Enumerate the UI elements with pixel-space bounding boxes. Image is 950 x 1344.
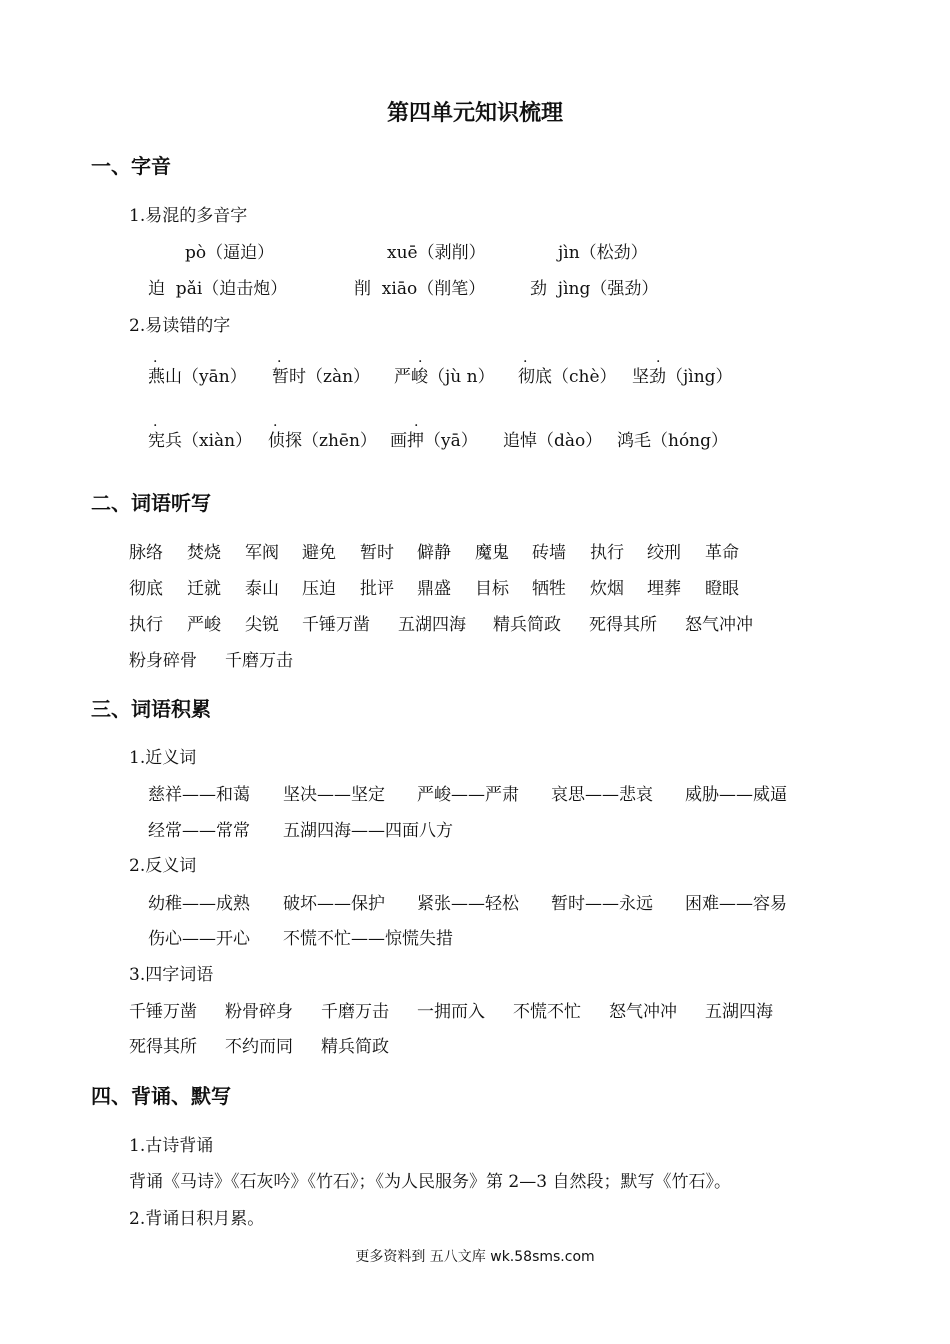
synonym-pair: 哀思——悲哀 bbox=[551, 785, 653, 805]
antonym-pair: 破坏——保护 bbox=[283, 894, 385, 914]
idiom-item: 死得其所 bbox=[129, 1037, 197, 1057]
synonym-pair: 慈祥——和蔼 bbox=[148, 785, 250, 805]
misread-item: 彻底（chè） bbox=[518, 367, 617, 387]
word-item: 严峻 bbox=[187, 615, 221, 635]
subheading-daily: 2.背诵日积月累。 bbox=[129, 1209, 265, 1229]
word-item: 迁就 bbox=[187, 579, 221, 599]
emphasis-dot: . bbox=[656, 350, 661, 366]
word-item: 埋葬 bbox=[647, 579, 681, 599]
idiom-item: 粉骨碎身 bbox=[225, 1002, 293, 1022]
subheading-synonyms: 1.近义词 bbox=[129, 748, 197, 768]
antonym-pair: 紧张——轻松 bbox=[417, 894, 519, 914]
misread-item: 宪兵（xiàn） bbox=[148, 431, 253, 451]
word-item: 五湖四海 bbox=[398, 615, 466, 635]
idiom-item: 不约而同 bbox=[225, 1037, 293, 1057]
antonym-pair: 幼稚——成熟 bbox=[148, 894, 250, 914]
synonym-pair: 经常——常常 bbox=[148, 821, 250, 841]
word-item: 泰山 bbox=[245, 579, 279, 599]
antonym-pair: 暂时——永远 bbox=[551, 894, 653, 914]
word-item: 僻静 bbox=[417, 543, 451, 563]
word-item: 魔鬼 bbox=[475, 543, 509, 563]
synonym-pair: 坚决——坚定 bbox=[283, 785, 385, 805]
polyphonic-item: pò（逼迫） bbox=[185, 243, 275, 263]
misread-item: 追悼（dào） bbox=[503, 431, 603, 451]
subheading-four-char: 3.四字词语 bbox=[129, 965, 214, 985]
polyphonic-item: jìn（松劲） bbox=[558, 243, 648, 263]
polyphonic-item: 削 xiāo（削笔） bbox=[354, 279, 486, 299]
word-item: 执行 bbox=[590, 543, 624, 563]
antonym-pair: 不慌不忙——惊慌失措 bbox=[283, 929, 453, 949]
idiom-item: 千磨万击 bbox=[321, 1002, 389, 1022]
idiom-item: 一拥而入 bbox=[417, 1002, 485, 1022]
subheading-poems: 1.古诗背诵 bbox=[129, 1136, 214, 1156]
misread-item: 画押（yā） bbox=[390, 431, 478, 451]
word-item: 压迫 bbox=[302, 579, 336, 599]
subheading-polyphonic: 1.易混的多音字 bbox=[129, 206, 248, 226]
word-item: 牺牲 bbox=[532, 579, 566, 599]
word-item: 避免 bbox=[302, 543, 336, 563]
emphasis-dot: . bbox=[273, 414, 278, 430]
synonym-pair: 威胁——威逼 bbox=[685, 785, 787, 805]
word-item: 革命 bbox=[705, 543, 739, 563]
word-item: 绞刑 bbox=[647, 543, 681, 563]
word-item: 炊烟 bbox=[590, 579, 624, 599]
idiom-item: 怒气冲冲 bbox=[609, 1002, 677, 1022]
word-item: 千磨万击 bbox=[225, 651, 293, 671]
footer-source: 更多资料到 五八文库 wk.58sms.com bbox=[355, 1249, 595, 1265]
recitation-text: 背诵《马诗》《石灰吟》《竹石》；《为人民服务》第 2—3 自然段；默写《竹石》。 bbox=[129, 1172, 731, 1192]
word-item: 执行 bbox=[129, 615, 163, 635]
misread-item: 暂时（zàn） bbox=[272, 367, 371, 387]
polyphonic-item: 劲 jìng（强劲） bbox=[530, 279, 659, 299]
polyphonic-item: xuē（剥削） bbox=[387, 243, 486, 263]
misread-item: 侦探（zhēn） bbox=[268, 431, 377, 451]
word-item: 脉络 bbox=[129, 543, 163, 563]
word-item: 死得其所 bbox=[589, 615, 657, 635]
word-item: 怒气冲冲 bbox=[685, 615, 753, 635]
antonym-pair: 伤心——开心 bbox=[148, 929, 250, 949]
subheading-antonyms: 2.反义词 bbox=[129, 856, 197, 876]
misread-row-1 bbox=[0, 350, 950, 387]
idiom-item: 精兵简政 bbox=[321, 1037, 389, 1057]
subheading-misread: 2.易读错的字 bbox=[129, 316, 231, 336]
word-item: 鼎盛 bbox=[417, 579, 451, 599]
emphasis-dot: . bbox=[277, 350, 282, 366]
antonym-pair: 困难——容易 bbox=[685, 894, 787, 914]
word-item: 精兵简政 bbox=[493, 615, 561, 635]
misread-row-2 bbox=[0, 414, 950, 451]
section-heading-pronunciation: 一、字音 bbox=[91, 154, 171, 178]
section-heading-accumulation: 三、词语积累 bbox=[91, 697, 211, 721]
word-item: 千锤万凿 bbox=[302, 615, 370, 635]
emphasis-dot: . bbox=[153, 414, 158, 430]
word-item: 军阀 bbox=[245, 543, 279, 563]
emphasis-dot: . bbox=[523, 350, 528, 366]
section-heading-dictation: 二、词语听写 bbox=[91, 491, 211, 515]
synonym-pair: 五湖四海——四面八方 bbox=[283, 821, 453, 841]
misread-item: 坚劲（jìng） bbox=[632, 367, 733, 387]
idiom-item: 千锤万凿 bbox=[129, 1002, 197, 1022]
word-item: 目标 bbox=[475, 579, 509, 599]
misread-item: 鸿毛（hóng） bbox=[617, 431, 729, 451]
idiom-item: 五湖四海 bbox=[705, 1002, 773, 1022]
misread-item: 燕山（yān） bbox=[148, 367, 247, 387]
idiom-item: 不慌不忙 bbox=[513, 1002, 581, 1022]
word-item: 暂时 bbox=[360, 543, 394, 563]
synonym-pair: 严峻——严肃 bbox=[417, 785, 519, 805]
word-item: 焚烧 bbox=[187, 543, 221, 563]
page-title: 第四单元知识梳理 bbox=[386, 101, 563, 126]
word-item: 粉身碎骨 bbox=[129, 651, 197, 671]
section-heading-recitation: 四、背诵、默写 bbox=[91, 1084, 231, 1108]
emphasis-dot: . bbox=[418, 350, 423, 366]
misread-item: 严峻（jù n） bbox=[394, 367, 495, 387]
word-item: 尖锐 bbox=[245, 615, 279, 635]
word-item: 砖墙 bbox=[532, 543, 566, 563]
word-item: 彻底 bbox=[129, 579, 163, 599]
polyphonic-item: 迫 pǎi（迫击炮） bbox=[148, 279, 288, 299]
emphasis-dot: . bbox=[414, 414, 419, 430]
emphasis-dot: . bbox=[153, 350, 158, 366]
word-item: 批评 bbox=[360, 579, 394, 599]
word-item: 瞪眼 bbox=[705, 579, 739, 599]
